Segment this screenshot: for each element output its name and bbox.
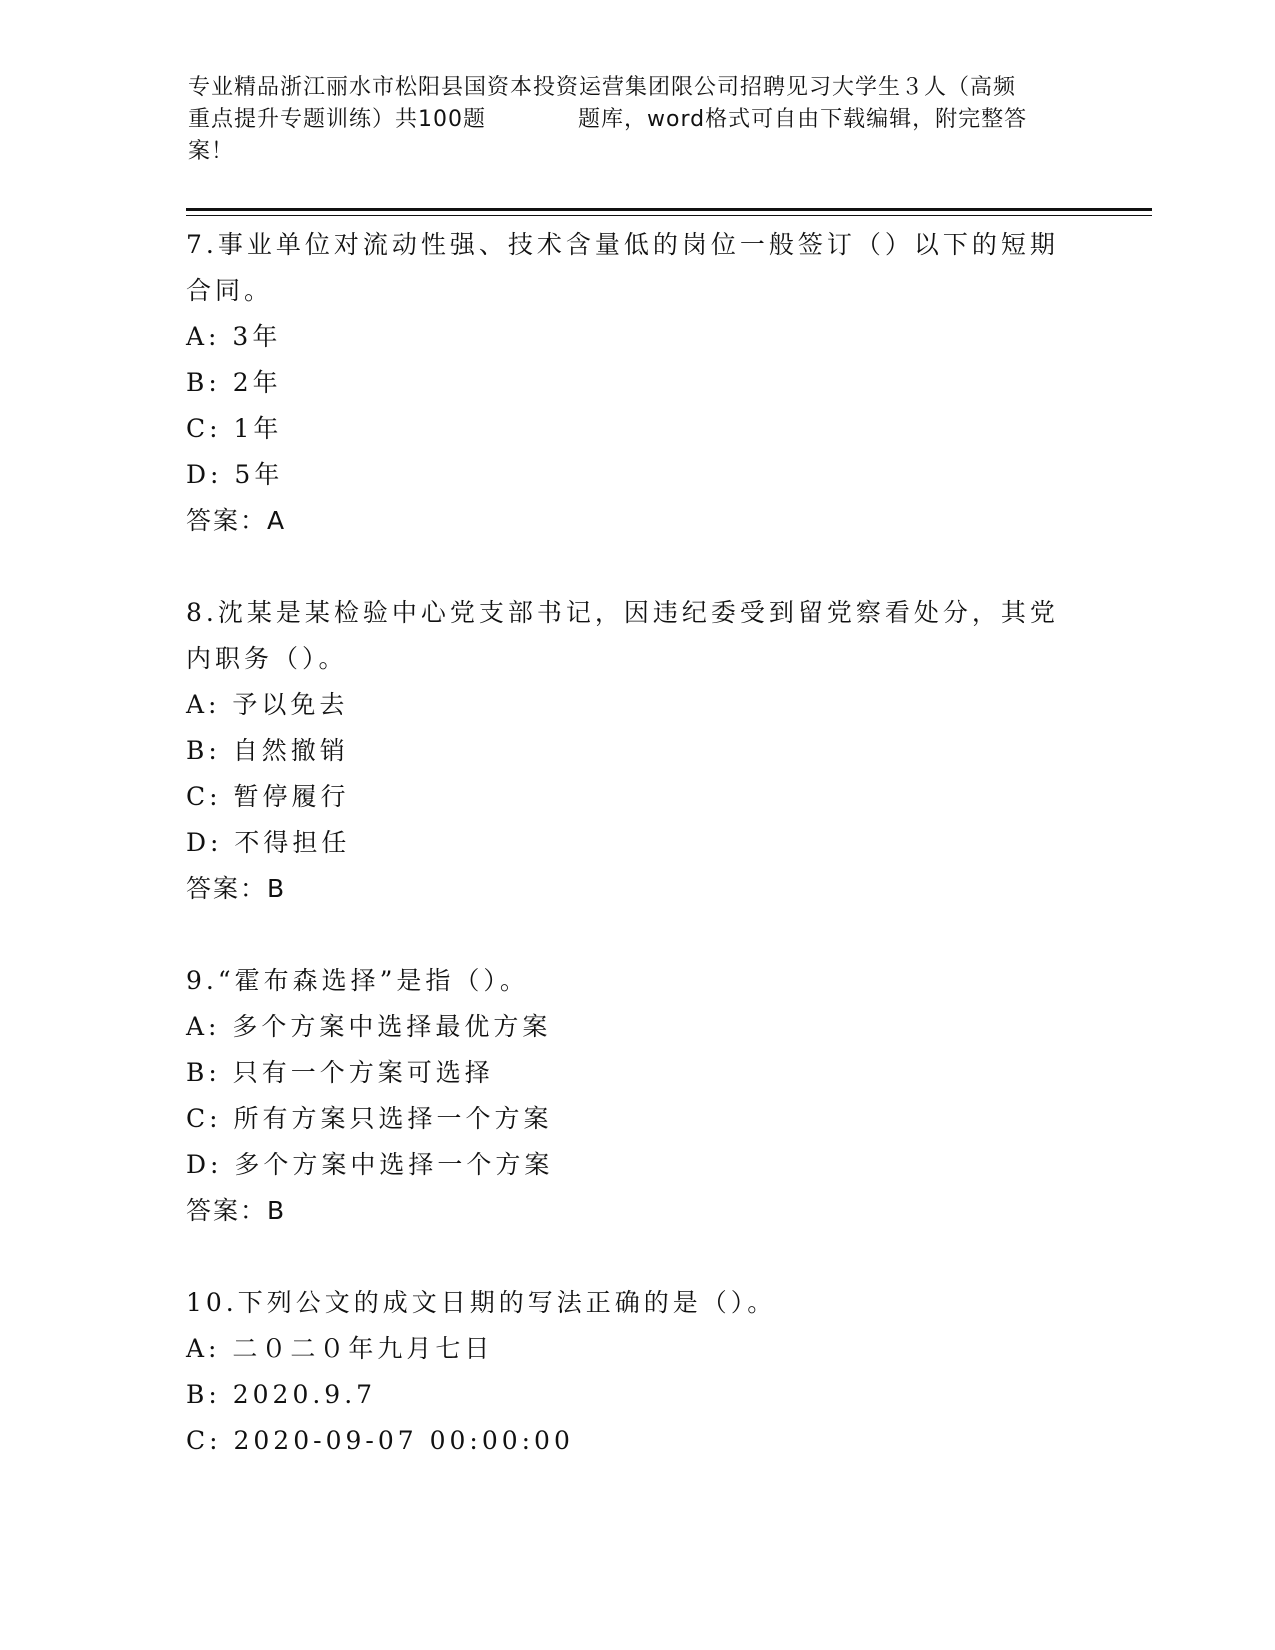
document-header xyxy=(188,72,1088,168)
answer: 答案：B xyxy=(186,1196,287,1225)
option-d: D: 多个方案中选择一个方案 xyxy=(186,1150,554,1179)
option-a: A: 3年 xyxy=(186,322,282,351)
option-d: D: 不得担任 xyxy=(186,828,351,857)
option-c: C: 1年 xyxy=(186,414,283,443)
header-divider-thick xyxy=(186,208,1152,211)
question-stem: 合同。 xyxy=(186,276,274,305)
question-list xyxy=(186,222,1146,1464)
question-stem: 内职务（）。 xyxy=(186,644,348,673)
question-block xyxy=(186,590,1146,912)
header-line: 重点提升专题训练）共100题 题库，word格式可自由下载编辑，附完整答 xyxy=(188,107,1028,132)
option-a: A: 多个方案中选择最优方案 xyxy=(186,1012,552,1041)
answer: 答案：B xyxy=(186,874,287,903)
option-c: C: 2020-09-07 00:00:00 xyxy=(186,1426,574,1455)
option-b: B: 自然撤销 xyxy=(186,736,349,765)
option-a: A: 予以免去 xyxy=(186,690,349,719)
option-b: B: 2年 xyxy=(186,368,282,397)
option-c: C: 所有方案只选择一个方案 xyxy=(186,1104,553,1133)
question-gap xyxy=(186,1234,1146,1280)
question-stem: 8.沈某是某检验中心党支部书记，因违纪委受到留党察看处分，其党 xyxy=(186,598,1059,627)
option-b: B: 2020.9.7 xyxy=(186,1380,377,1409)
header-line: 案！ xyxy=(188,139,235,164)
question-block xyxy=(186,1280,1146,1464)
question-stem: 9.“霍布森选择”是指（）。 xyxy=(186,966,529,995)
question-block xyxy=(186,222,1146,544)
option-b: B: 只有一个方案可选择 xyxy=(186,1058,494,1087)
question-block xyxy=(186,958,1146,1234)
question-gap xyxy=(186,544,1146,590)
option-c: C: 暂停履行 xyxy=(186,782,350,811)
header-line: 专业精品浙江丽水市松阳县国资本投资运营集团限公司招聘见习大学生３人（高频 xyxy=(188,75,1017,100)
option-d: D: 5年 xyxy=(186,460,284,489)
question-stem: 7.事业单位对流动性强、技术含量低的岗位一般签订（）以下的短期 xyxy=(186,230,1059,259)
option-a: A: 二０二０年九月七日 xyxy=(186,1334,494,1363)
question-gap xyxy=(186,912,1146,958)
question-stem: 10.下列公文的成文日期的写法正确的是（）。 xyxy=(186,1288,777,1317)
answer: 答案：A xyxy=(186,506,287,535)
header-divider-thin xyxy=(186,215,1152,216)
